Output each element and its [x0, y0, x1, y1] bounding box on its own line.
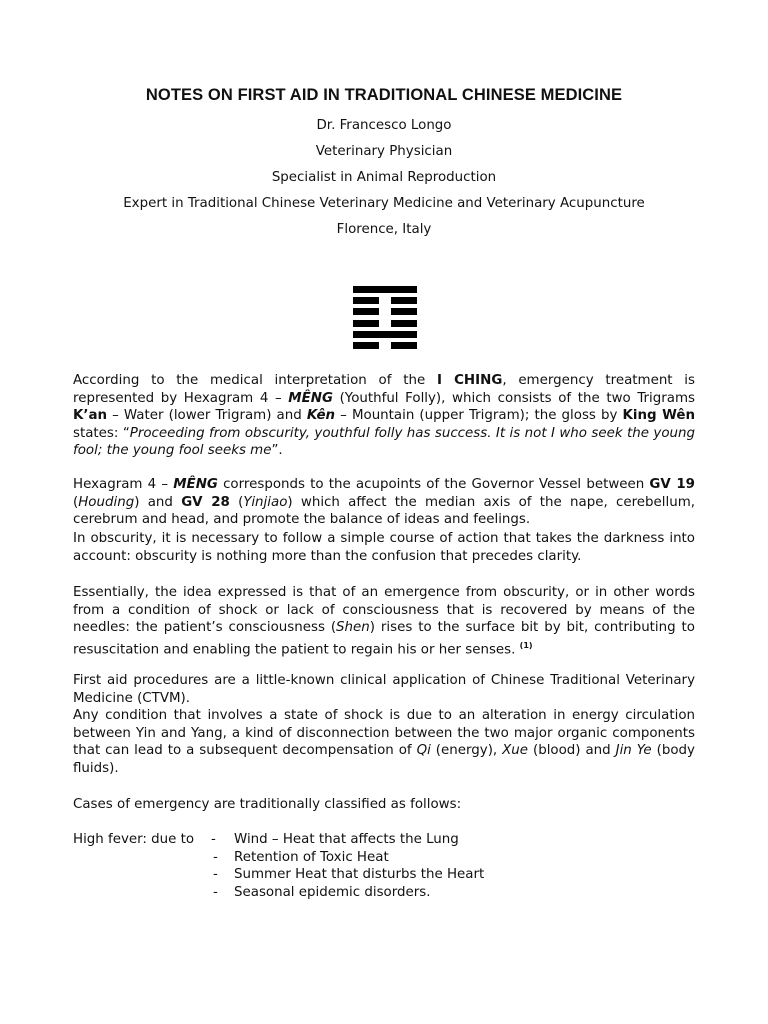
- hexagram-line-1-solid: [353, 286, 417, 293]
- paragraph-obscurity: In obscurity, it is necessary to follow a simple course of action that takes the darkness into account: obscurity is nothing more than the confusion that precedes clarity.: [73, 531, 695, 564]
- list-bullet-dash: -: [213, 884, 218, 900]
- author-name: Dr. Francesco Longo: [316, 118, 452, 133]
- footnote-marker: (1): [519, 640, 533, 650]
- hexagram-line-5-solid: [353, 331, 417, 338]
- list-item-text: Wind – Heat that affects the Lung: [234, 832, 459, 847]
- hexagram-line-3-broken: [353, 308, 417, 315]
- paragraph-i-ching-interpretation: According to the medical interpretation of the I CHING, emergency treatment is represented by Hexagram 4 – MÊNG (Youthful Folly), which consists of the two Trigrams K’an – Water (lower Trigram) and Kên – Mountain (upper Trigram); the gloss by King Wên states: “Proceeding from obscurity, youthful folly has success. It is not I who seek the young fool; the young fool seeks me”.: [73, 373, 696, 458]
- paragraph-first-aid: First aid procedures are a little-known clinical application of Chinese Traditional Veterinary Medicine (CTVM).: [73, 673, 695, 706]
- hexagram-line-2-broken: [353, 297, 417, 304]
- author-location: Florence, Italy: [336, 222, 432, 237]
- paragraph-governor-vessel: Hexagram 4 – MÊNG corresponds to the acupoints of the Governor Vessel between GV 19 (Houding) and GV 28 (Yinjiao) which affect the median axis of the nape, cerebellum, cerebrum and head, and promote the balance of ideas and feelings.: [73, 477, 696, 527]
- author-role: Veterinary Physician: [315, 144, 453, 159]
- list-bullet-dash: -: [213, 849, 218, 865]
- list-item-text: Retention of Toxic Heat: [234, 849, 389, 865]
- paragraph-shock-condition: Any condition that involves a state of shock is due to an alteration in energy circulation between Yin and Yang, a kind of disconnection between the two major organic components that can lead to a subsequent decompensation of Qi (energy), Xue (blood) and Jin Ye (body fluids).: [73, 708, 695, 776]
- list-lead-label: High fever: due to: [73, 832, 195, 847]
- hexagram-4-meng-symbol: [353, 286, 417, 353]
- paragraph-emergence: Essentially, the idea expressed is that of an emergence from obscurity, or in other words from a condition of shock or lack of consciousness that is recovered by means of the needles: the patient’s consciousness (Shen) rises to the surface bit by bit, contributing to resuscitation and enabling the patient to regain his or her senses. $^{(1)}$: [73, 585, 695, 657]
- list-bullet-dash: -: [211, 832, 216, 847]
- list-item-text: Seasonal epidemic disorders.: [234, 884, 431, 900]
- hexagram-line-4-broken: [353, 320, 417, 327]
- author-expertise: Expert in Traditional Chinese Veterinary Medicine and Veterinary Acupuncture: [123, 196, 645, 211]
- list-bullet-dash: -: [213, 867, 218, 882]
- list-item-text: Summer Heat that disturbs the Heart: [234, 867, 485, 882]
- document-title: NOTES ON FIRST AID IN TRADITIONAL CHINESE MEDICINE: [145, 86, 623, 104]
- paragraph-classification-intro: Cases of emergency are traditionally classified as follows:: [73, 797, 462, 812]
- author-specialty: Specialist in Animal Reproduction: [271, 170, 497, 185]
- hexagram-line-6-broken: [353, 342, 417, 349]
